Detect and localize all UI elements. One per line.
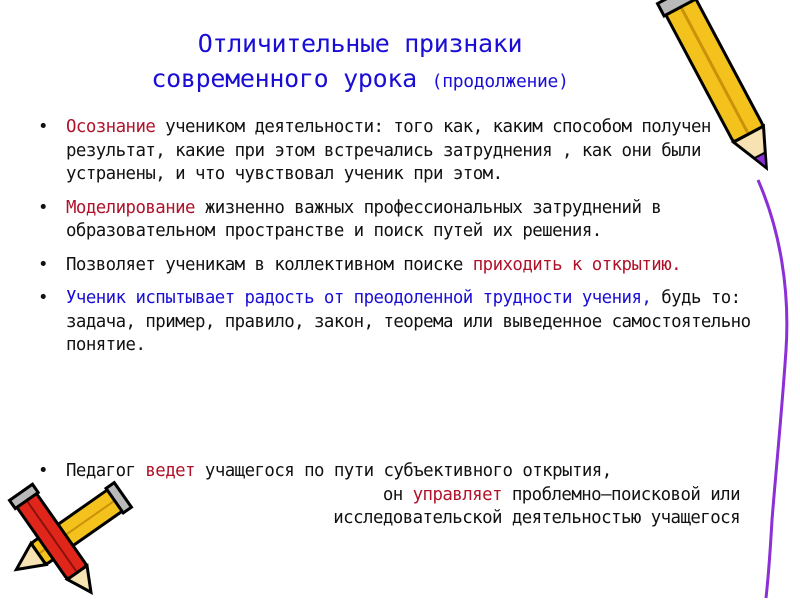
teacher-text: он: [382, 484, 413, 505]
bullet-highlight: приходить к открытию.: [472, 254, 682, 275]
bullet-marker: •: [38, 117, 48, 137]
bullet-text: Позволяет ученикам в коллективном поиске: [66, 254, 473, 275]
bullet-text: будь то: задача, пример, правило, закон, теорема или выведенное самостоятельно понятие.: [66, 288, 751, 355]
bullet-highlight: Осознание: [66, 117, 156, 137]
bullet-text: жизненно важных профессиональных затруднений в образовательном пространстве и поиск путей их решения.: [66, 197, 662, 241]
bullet-highlight: Моделирование: [66, 197, 195, 218]
bullet-marker: •: [38, 461, 48, 481]
teacher-highlight: ведет: [145, 461, 195, 481]
teacher-text: проблемно–поисковой или: [501, 484, 740, 505]
bullet-marker: •: [38, 197, 48, 218]
slide-title: [80, 26, 640, 99]
bullet-highlight: Ученик испытывает радость от преодоленной трудности учения,: [66, 288, 652, 308]
bullet-text: учеником деятельности: того как, каким способом получен результат, какие при этом встречались затруднения , как они были устранены, и что чувствовал ученик при этом.: [66, 117, 711, 184]
pencil-icon: [640, 0, 800, 600]
crossed-pencils-icon: [0, 478, 150, 600]
bullet-marker: •: [38, 254, 48, 275]
teacher-text: Педагог: [66, 461, 146, 481]
teacher-text: учащегося по пути субъективного открытия,: [194, 461, 612, 481]
teacher-highlight: управляет: [412, 484, 502, 505]
title-line-1: Отличительные признаки: [197, 29, 523, 58]
bullet-marker: •: [38, 288, 48, 308]
teacher-line-3: исследовательской деятельностью учащегося: [333, 508, 740, 528]
title-continuation: (продолжение): [431, 71, 569, 92]
pencil-scribble-line: [758, 180, 787, 598]
title-line-2-main: современного урока: [151, 64, 417, 93]
title-line-2: [80, 61, 640, 99]
